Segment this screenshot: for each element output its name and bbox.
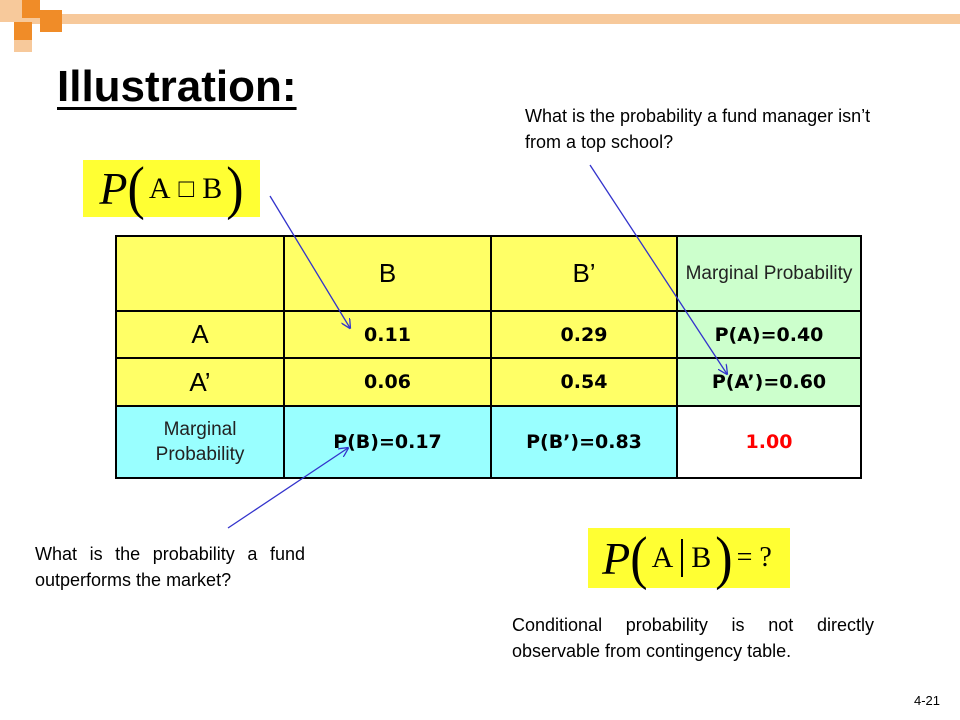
cell-a-prime-b-prime: 0.54 bbox=[491, 358, 677, 406]
formula-intersection-symbol: □ bbox=[178, 173, 195, 203]
formula-p: P bbox=[602, 532, 631, 584]
cell-a-b: 0.11 bbox=[284, 311, 491, 358]
cell-total: 1.00 bbox=[677, 406, 861, 478]
formula-b: B bbox=[202, 171, 223, 205]
row-header-a: A bbox=[116, 311, 284, 358]
note-bottom-right: Conditional probability is not directly observable from contingency table. bbox=[512, 615, 874, 661]
note-bottom-left: What is the probability a fund outperforms the market? bbox=[35, 544, 305, 590]
col-header-b: B bbox=[284, 236, 491, 311]
formula-a: A bbox=[148, 171, 171, 205]
formula-b: B bbox=[691, 541, 712, 574]
formula-open-paren: ( bbox=[630, 525, 648, 591]
slide-title: Illustration: bbox=[57, 62, 297, 111]
cell-p-b-prime: P(B’)=0.83 bbox=[491, 406, 677, 478]
cell-p-a-prime: P(A’)=0.60 bbox=[677, 358, 861, 406]
arrow-to-intersection-cell bbox=[270, 196, 350, 328]
row-header-a-prime: A’ bbox=[116, 358, 284, 406]
cell-p-a: P(A)=0.40 bbox=[677, 311, 861, 358]
cell-a-b-prime: 0.29 bbox=[491, 311, 677, 358]
formula-a: A bbox=[651, 541, 674, 574]
cell-a-prime-b: 0.06 bbox=[284, 358, 491, 406]
formula-open-paren: ( bbox=[127, 155, 145, 222]
col-header-b-prime: B’ bbox=[491, 236, 677, 311]
formula-close-paren: ) bbox=[715, 525, 733, 591]
cell-p-b: P(B)=0.17 bbox=[284, 406, 491, 478]
arrow-to-p-b bbox=[228, 448, 348, 528]
arrow-to-p-a-prime bbox=[590, 165, 727, 374]
col-header-marginal: Marginal Probability bbox=[677, 236, 861, 311]
formula-p: P bbox=[99, 163, 128, 214]
formula-close-paren: ) bbox=[226, 155, 244, 222]
slide-number: 4-21 bbox=[913, 693, 940, 708]
note-top-right: What is the probability a fund manager isn’t from a top school? bbox=[525, 106, 871, 152]
formula-equals-question: = ? bbox=[736, 542, 772, 573]
row-header-marginal: Marginal Probability bbox=[116, 406, 284, 478]
